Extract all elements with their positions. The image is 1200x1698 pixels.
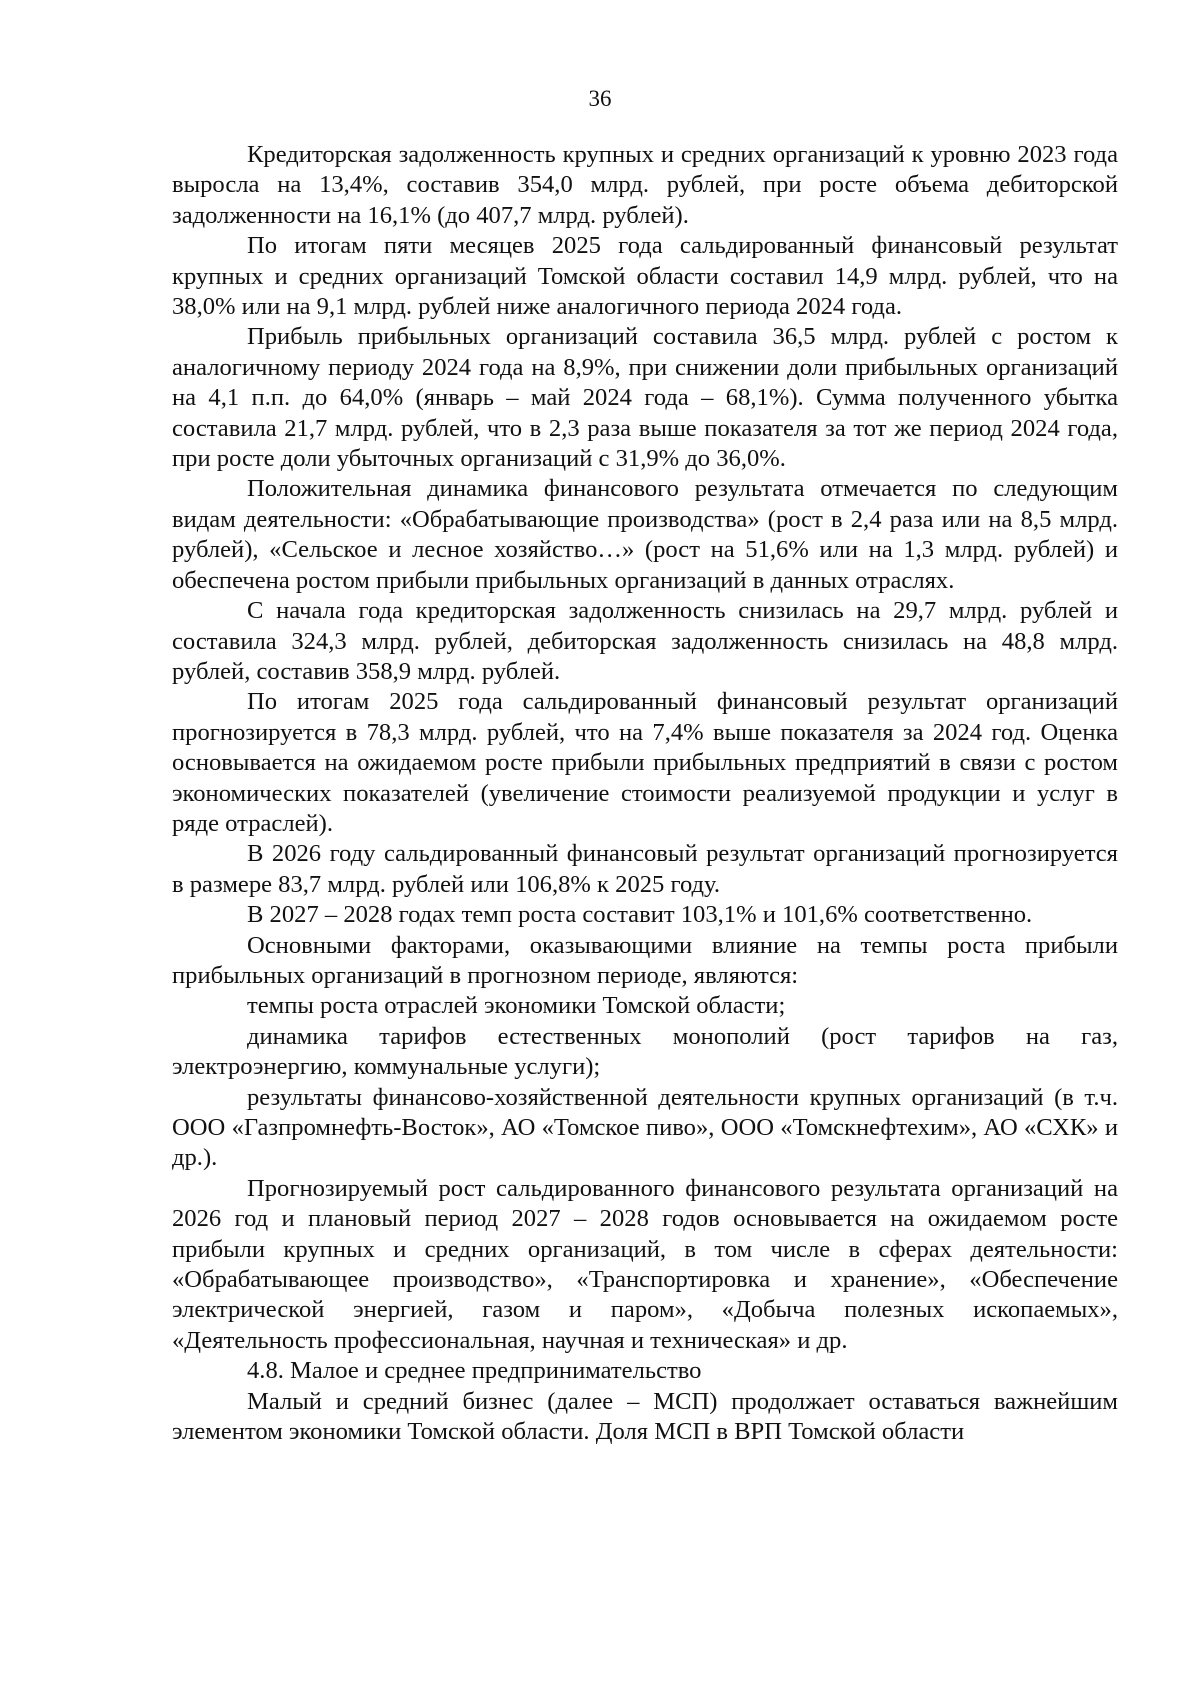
body-text: [172, 140, 1118, 1447]
list-item: результаты финансово-хозяйственной деятельности крупных организаций (в т.ч. ООО «Газпромнефть-Восток», АО «Томское пиво», ООО «Томскнефтехим», АО «СХК» и др.).: [172, 1083, 1118, 1172]
page-number: 36: [588, 86, 612, 111]
list-item: темпы роста отраслей экономики Томской области;: [247, 992, 786, 1020]
list-item: динамика тарифов естественных монополий (рост тарифов на газ, электроэнергию, коммунальные услуги);: [172, 1022, 1118, 1081]
paragraph: Прогнозируемый рост сальдированного финансового результата организаций на 2026 год и плановый период 2027 – 2028 годов основывается на ожидаемом росте прибыли крупных и средних организаций, в том числе в сферах деятельности: «Обрабатывающее производство», «Транспортировка и хранение», «Обеспечение электрической энергией, газом и паром», «Добыча полезных ископаемых», «Деятельность профессиональная, научная и техническая» и др.: [172, 1174, 1118, 1354]
paragraph: В 2026 году сальдированный финансовый результат организаций прогнозируется в размере 83,7 млрд. рублей или 106,8% к 2025 году.: [172, 840, 1118, 898]
paragraph: Основными факторами, оказывающими влияние на темпы роста прибыли прибыльных организаций в прогнозном периоде, являются:: [172, 931, 1118, 989]
paragraph: Малый и средний бизнес (далее – МСП) продолжает оставаться важнейшим элементом экономики Томской области. Доля МСП в ВРП Томской области: [172, 1387, 1118, 1446]
paragraph: По итогам пяти месяцев 2025 года сальдированный финансовый результат крупных и средних организаций Томской области составил 14,9 млрд. рублей, что на 38,0% или на 9,1 млрд. рублей ниже аналогичного периода 2024 года.: [172, 232, 1118, 321]
paragraph: Положительная динамика финансового результата отмечается по следующим видам деятельности: «Обрабатывающие производства» (рост в 2,4 раза или на 8,5 млрд. рублей), «Сельское и лесное хозяйство…» (рост на 51,6% или на 1,3 млрд. рублей) и обеспечена ростом прибыли прибыльных организаций в данных отраслях.: [172, 475, 1118, 594]
paragraph: Кредиторская задолженность крупных и средних организаций к уровню 2023 года выросла на 13,4%, составив 354,0 млрд. рублей, при росте объема дебиторской задолженности на 16,1% (до 407,7 млрд. рублей).: [172, 141, 1118, 229]
paragraph: Прибыль прибыльных организаций составила 36,5 млрд. рублей с ростом к аналогичному периоду 2024 года на 8,9%, при снижении доли прибыльных организаций на 4,1 п.п. до 64,0% (январь – май 2024 года – 68,1%). Сумма полученного убытка составила 21,7 млрд. рублей, что в 2,3 раза выше показателя за тот же период 2024 года, при росте доли убыточных организаций с 31,9% до 36,0%.: [172, 323, 1118, 473]
paragraph: С начала года кредиторская задолженность снизилась на 29,7 млрд. рублей и составила 324,3 млрд. рублей, дебиторская задолженность снизилась на 48,8 млрд. рублей, составив 358,9 млрд. рублей.: [172, 597, 1118, 685]
section-heading: 4.8. Малое и среднее предпринимательство: [247, 1357, 702, 1385]
paragraph: В 2027 – 2028 годах темп роста составит 103,1% и 101,6% соответственно.: [247, 901, 1033, 929]
paragraph: По итогам 2025 года сальдированный финансовый результат организаций прогнозируется в 78,3 млрд. рублей, что на 7,4% выше показателя за 2024 год. Оценка основывается на ожидаемом росте прибыли прибыльных предприятий в связи с ростом экономических показателей (увеличение стоимости реализуемой продукции и услуг в ряде отраслей).: [172, 688, 1118, 837]
